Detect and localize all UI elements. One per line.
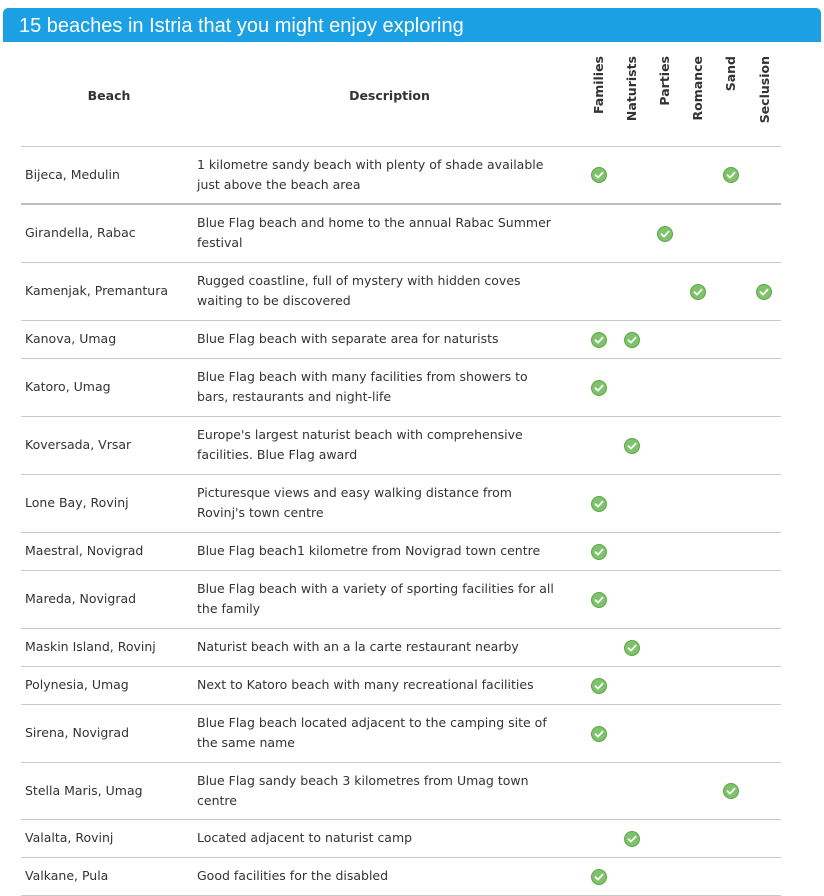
activity-cell-seclusion: [747, 320, 781, 358]
activity-cell-naturists: [615, 666, 648, 704]
beach-description: Blue Flag beach with a variety of sporting facilities for all the family: [197, 570, 582, 628]
checkmark-icon: [624, 831, 640, 847]
table-row: [21, 570, 781, 628]
table-row: [21, 204, 781, 262]
activity-cell-sand: [714, 416, 747, 474]
beach-name: Katoro, Umag: [21, 358, 197, 416]
activity-cell-romance: [681, 666, 714, 704]
table-row: [21, 819, 781, 857]
activity-cell-parties: [648, 762, 681, 819]
activity-cell-seclusion: [747, 704, 781, 762]
beach-name: Kanova, Umag: [21, 320, 197, 358]
beach-description: Naturist beach with an a la carte restaurant nearby: [197, 628, 582, 666]
table-row: [21, 320, 781, 358]
activity-cell-seclusion: [747, 474, 781, 532]
activity-cell-naturists: [615, 204, 648, 262]
activity-cell-parties: [648, 474, 681, 532]
activity-cell-seclusion: [747, 358, 781, 416]
activity-cell-parties: [648, 262, 681, 320]
activity-cell-naturists: [615, 146, 648, 204]
activity-cell-romance: [681, 704, 714, 762]
activity-cell-families: [582, 146, 615, 204]
activity-cell-naturists: [615, 358, 648, 416]
activity-cell-sand: [714, 857, 747, 895]
activity-cell-sand: [714, 358, 747, 416]
activity-cell-parties: [648, 819, 681, 857]
checkmark-icon: [624, 332, 640, 348]
column-header-naturists: Naturists: [624, 56, 639, 122]
activity-cell-sand: [714, 762, 747, 819]
checkmark-icon: [591, 544, 607, 560]
beach-name: Sirena, Novigrad: [21, 704, 197, 762]
checkmark-icon: [591, 592, 607, 608]
activity-cell-sand: [714, 532, 747, 570]
table-header-row: [21, 46, 781, 146]
activity-cell-families: [582, 570, 615, 628]
activity-cell-naturists: [615, 320, 648, 358]
beach-description: Next to Katoro beach with many recreational facilities: [197, 666, 582, 704]
beach-name: Valalta, Rovinj: [21, 819, 197, 857]
checkmark-icon: [624, 438, 640, 454]
checkmark-icon: [591, 380, 607, 396]
beach-name: Maskin Island, Rovinj: [21, 628, 197, 666]
activity-cell-naturists: [615, 474, 648, 532]
beach-description: Blue Flag beach and home to the annual Rabac Summer festival: [197, 204, 582, 262]
column-header-sand: Sand: [723, 56, 738, 92]
activity-cell-romance: [681, 146, 714, 204]
activity-cell-families: [582, 474, 615, 532]
page-title: 15 beaches in Istria that you might enjoy exploring: [19, 15, 464, 37]
beach-description: Picturesque views and easy walking distance from Rovinj's town centre: [197, 474, 582, 532]
checkmark-icon: [756, 284, 772, 300]
beach-name: Koversada, Vrsar: [21, 416, 197, 474]
activity-cell-romance: [681, 262, 714, 320]
activity-cell-sand: [714, 819, 747, 857]
activity-cell-families: [582, 704, 615, 762]
checkmark-icon: [723, 783, 739, 799]
beach-name: Girandella, Rabac: [21, 204, 197, 262]
beach-description: Blue Flag beach with separate area for naturists: [197, 320, 582, 358]
beach-name: Maestral, Novigrad: [21, 532, 197, 570]
beach-name: Kamenjak, Premantura: [21, 262, 197, 320]
activity-cell-families: [582, 416, 615, 474]
activity-cell-romance: [681, 358, 714, 416]
activity-cell-parties: [648, 532, 681, 570]
activity-cell-seclusion: [747, 666, 781, 704]
activity-cell-families: [582, 628, 615, 666]
checkmark-icon: [657, 226, 673, 242]
activity-cell-families: [582, 358, 615, 416]
activity-cell-parties: [648, 358, 681, 416]
activity-cell-families: [582, 532, 615, 570]
column-header-parties: Parties: [657, 56, 672, 106]
activity-cell-seclusion: [747, 570, 781, 628]
beach-description: Good facilities for the disabled: [197, 857, 582, 895]
checkmark-icon: [591, 678, 607, 694]
activity-cell-families: [582, 204, 615, 262]
column-header-description: Description: [197, 46, 582, 146]
checkmark-icon: [591, 167, 607, 183]
checkmark-icon: [591, 496, 607, 512]
title-bar: [3, 8, 821, 42]
activity-cell-seclusion: [747, 204, 781, 262]
beach-name: Lone Bay, Rovinj: [21, 474, 197, 532]
beach-description: Blue Flag beach with many facilities from showers to bars, restaurants and night-life: [197, 358, 582, 416]
checkmark-icon: [690, 284, 706, 300]
beach-description: Blue Flag sandy beach 3 kilometres from Umag town centre: [197, 762, 582, 819]
beach-name: Polynesia, Umag: [21, 666, 197, 704]
beach-name: Bijeca, Medulin: [21, 146, 197, 204]
beach-description: Rugged coastline, full of mystery with hidden coves waiting to be discovered: [197, 262, 582, 320]
activity-cell-sand: [714, 628, 747, 666]
beach-description: Located adjacent to naturist camp: [197, 819, 582, 857]
activity-cell-seclusion: [747, 819, 781, 857]
activity-cell-families: [582, 320, 615, 358]
checkmark-icon: [591, 726, 607, 742]
table-row: [21, 146, 781, 204]
activity-cell-romance: [681, 570, 714, 628]
activity-cell-families: [582, 262, 615, 320]
beaches-table: [21, 46, 781, 896]
activity-cell-romance: [681, 628, 714, 666]
activity-cell-parties: [648, 204, 681, 262]
activity-cell-sand: [714, 204, 747, 262]
activity-cell-sand: [714, 704, 747, 762]
activity-cell-parties: [648, 570, 681, 628]
checkmark-icon: [624, 640, 640, 656]
activity-cell-naturists: [615, 819, 648, 857]
column-header-families: Families: [591, 56, 606, 115]
table-row: [21, 628, 781, 666]
activity-cell-parties: [648, 628, 681, 666]
activity-cell-parties: [648, 704, 681, 762]
table-row: [21, 704, 781, 762]
activity-cell-parties: [648, 666, 681, 704]
activity-cell-naturists: [615, 762, 648, 819]
beach-name: Mareda, Novigrad: [21, 570, 197, 628]
activity-cell-seclusion: [747, 532, 781, 570]
column-header-romance: Romance: [690, 56, 705, 121]
activity-cell-naturists: [615, 532, 648, 570]
activity-cell-sand: [714, 666, 747, 704]
activity-cell-parties: [648, 857, 681, 895]
activity-cell-romance: [681, 320, 714, 358]
activity-cell-seclusion: [747, 416, 781, 474]
activity-cell-parties: [648, 146, 681, 204]
activity-cell-seclusion: [747, 262, 781, 320]
beach-description: 1 kilometre sandy beach with plenty of shade available just above the beach area: [197, 146, 582, 204]
table-row: [21, 358, 781, 416]
activity-cell-romance: [681, 204, 714, 262]
activity-cell-sand: [714, 474, 747, 532]
activity-cell-romance: [681, 762, 714, 819]
activity-cell-parties: [648, 320, 681, 358]
activity-cell-parties: [648, 416, 681, 474]
beach-name: Valkane, Pula: [21, 857, 197, 895]
activity-cell-families: [582, 762, 615, 819]
activity-cell-romance: [681, 819, 714, 857]
table-row: [21, 666, 781, 704]
beach-name: Stella Maris, Umag: [21, 762, 197, 819]
activity-cell-naturists: [615, 628, 648, 666]
activity-cell-sand: [714, 146, 747, 204]
activity-cell-romance: [681, 532, 714, 570]
activity-cell-sand: [714, 262, 747, 320]
beach-description: Europe's largest naturist beach with comprehensive facilities. Blue Flag award: [197, 416, 582, 474]
activity-cell-naturists: [615, 857, 648, 895]
activity-cell-sand: [714, 570, 747, 628]
activity-cell-families: [582, 666, 615, 704]
activity-cell-seclusion: [747, 146, 781, 204]
activity-cell-naturists: [615, 704, 648, 762]
activity-cell-naturists: [615, 262, 648, 320]
activity-cell-seclusion: [747, 762, 781, 819]
activity-cell-families: [582, 819, 615, 857]
activity-cell-seclusion: [747, 857, 781, 895]
table-row: [21, 762, 781, 819]
table-row: [21, 416, 781, 474]
activity-cell-seclusion: [747, 628, 781, 666]
activity-cell-naturists: [615, 570, 648, 628]
beach-description: Blue Flag beach1 kilometre from Novigrad town centre: [197, 532, 582, 570]
table-row: [21, 857, 781, 895]
table-row: [21, 262, 781, 320]
activity-cell-romance: [681, 857, 714, 895]
checkmark-icon: [591, 332, 607, 348]
column-header-seclusion: Seclusion: [756, 56, 772, 124]
checkmark-icon: [723, 167, 739, 183]
activity-cell-families: [582, 857, 615, 895]
table-row: [21, 532, 781, 570]
column-header-beach: Beach: [21, 46, 197, 146]
table-row: [21, 474, 781, 532]
activity-cell-naturists: [615, 416, 648, 474]
beach-description: Blue Flag beach located adjacent to the camping site of the same name: [197, 704, 582, 762]
activity-cell-sand: [714, 320, 747, 358]
activity-cell-romance: [681, 416, 714, 474]
activity-cell-romance: [681, 474, 714, 532]
